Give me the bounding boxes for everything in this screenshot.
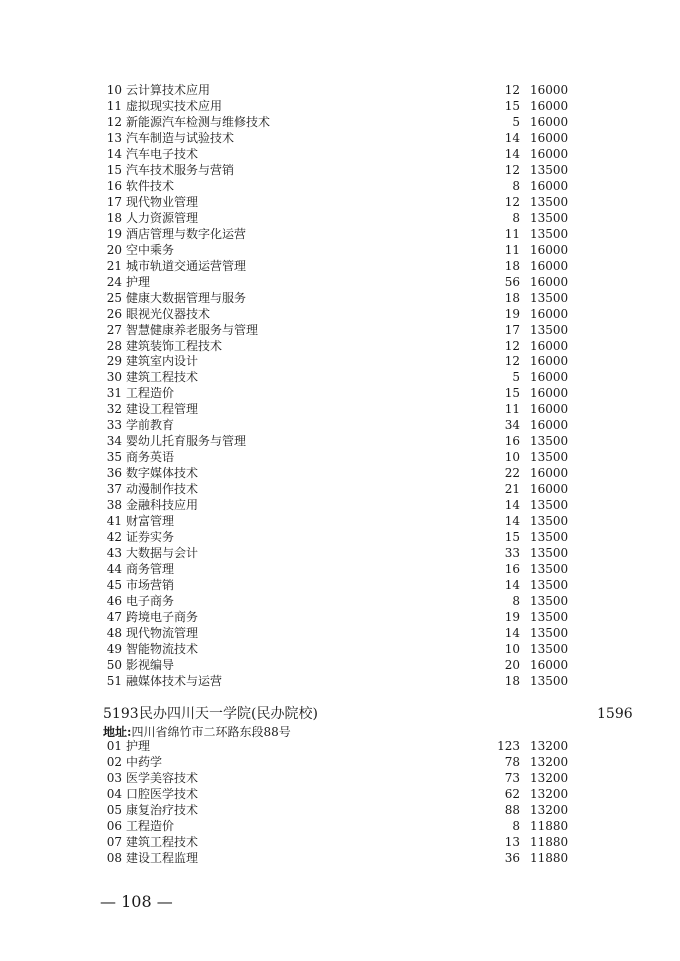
program-count: 14 — [504, 498, 520, 513]
program-count: 8 — [512, 594, 520, 609]
program-fee: 16000 — [530, 386, 569, 401]
program-row — [0, 481, 680, 497]
program-name: 智能物流技术 — [126, 641, 199, 656]
program-count: 14 — [504, 514, 520, 529]
program-name: 建筑工程技术 — [126, 835, 199, 849]
program-row — [0, 417, 680, 433]
program-count: 8 — [512, 210, 520, 225]
program-name: 智慧健康养老服务与管理 — [126, 322, 259, 337]
program-count: 10 — [504, 641, 520, 656]
program-code: 03 — [106, 771, 122, 785]
program-row — [0, 369, 680, 385]
program-count: 36 — [504, 851, 520, 865]
program-row — [0, 322, 680, 338]
program-fee: 11880 — [530, 835, 569, 849]
address-text: 四川省绵竹市二环路东段88号 — [131, 725, 291, 739]
program-name: 新能源汽车检测与维修技术 — [126, 114, 271, 129]
program-name: 人力资源管理 — [126, 210, 199, 225]
page-number: — 108 — — [100, 892, 173, 911]
program-count: 12 — [504, 162, 520, 177]
program-row — [0, 770, 680, 786]
program-fee: 16000 — [530, 482, 569, 497]
program-name: 眼视光仪器技术 — [126, 306, 211, 321]
program-fee: 16000 — [530, 242, 569, 257]
program-fee: 13200 — [530, 755, 569, 769]
program-name: 商务英语 — [126, 450, 175, 465]
program-code: 48 — [106, 625, 122, 640]
program-row — [0, 593, 680, 609]
program-code: 47 — [106, 610, 122, 624]
program-fee: 16000 — [530, 146, 569, 161]
program-row — [0, 162, 680, 178]
program-name: 市场营销 — [126, 578, 175, 593]
program-name: 现代物业管理 — [126, 194, 199, 209]
program-count: 88 — [504, 803, 520, 817]
program-code: 44 — [106, 562, 122, 577]
program-fee: 11880 — [530, 851, 569, 865]
program-count: 17 — [504, 322, 520, 337]
program-code: 11 — [106, 98, 122, 113]
program-fee: 16000 — [530, 418, 569, 433]
program-row — [0, 834, 680, 850]
program-row — [0, 449, 680, 465]
program-code: 21 — [106, 258, 122, 273]
program-name: 工程造价 — [126, 819, 175, 833]
program-fee: 13500 — [530, 546, 569, 561]
program-code: 06 — [106, 819, 122, 833]
program-code: 25 — [106, 290, 122, 305]
program-row — [0, 385, 680, 401]
program-row — [0, 433, 680, 449]
program-name: 金融科技应用 — [126, 498, 199, 513]
program-code: 05 — [106, 803, 122, 817]
program-code: 28 — [106, 338, 122, 353]
program-code: 13 — [106, 130, 122, 145]
program-row — [0, 625, 680, 641]
program-code: 51 — [106, 673, 122, 688]
program-fee: 13200 — [530, 739, 569, 753]
program-name: 口腔医学技术 — [126, 787, 199, 801]
program-code: 43 — [106, 546, 122, 561]
program-count: 14 — [504, 578, 520, 593]
program-fee: 13500 — [530, 562, 569, 577]
program-name: 建筑装饰工程技术 — [126, 338, 223, 353]
program-count: 12 — [504, 83, 520, 97]
program-fee: 16000 — [530, 83, 569, 97]
program-row — [0, 401, 680, 417]
program-row — [0, 353, 680, 369]
program-row — [0, 545, 680, 561]
institution-name: 民办四川天一学院(民办院校) — [139, 706, 318, 722]
program-code: 31 — [106, 386, 122, 401]
program-name: 跨境电子商务 — [126, 610, 199, 624]
program-count: 56 — [504, 274, 520, 289]
program-row — [0, 226, 680, 242]
program-fee: 13500 — [530, 194, 569, 209]
program-count: 13 — [504, 835, 520, 849]
program-count: 62 — [504, 787, 520, 801]
program-count: 18 — [504, 258, 520, 273]
program-code: 20 — [106, 242, 122, 257]
program-count: 19 — [504, 306, 520, 321]
program-count: 34 — [504, 418, 520, 433]
program-row — [0, 754, 680, 770]
program-name: 工程造价 — [126, 386, 175, 401]
program-count: 5 — [512, 370, 520, 385]
program-fee: 16000 — [530, 306, 569, 321]
program-name: 护理 — [126, 274, 151, 289]
program-row — [0, 194, 680, 210]
program-count: 12 — [504, 194, 520, 209]
program-count: 21 — [504, 482, 520, 497]
program-fee: 13500 — [530, 673, 569, 688]
program-fee: 13500 — [530, 578, 569, 593]
program-fee: 13500 — [530, 594, 569, 609]
program-count: 16 — [504, 434, 520, 449]
program-fee: 13500 — [530, 210, 569, 225]
program-row — [0, 818, 680, 834]
program-name: 建设工程监理 — [126, 851, 199, 865]
program-fee: 16000 — [530, 466, 569, 481]
program-fee: 16000 — [530, 338, 569, 353]
address-label: 地址: — [103, 725, 132, 739]
program-row — [0, 338, 680, 354]
program-count: 10 — [504, 450, 520, 465]
program-code: 19 — [106, 226, 122, 241]
program-count: 19 — [504, 610, 520, 624]
program-code: 49 — [106, 641, 122, 656]
program-name: 学前教育 — [126, 418, 175, 433]
program-row — [0, 178, 680, 194]
program-fee: 16000 — [530, 354, 569, 369]
program-name: 融媒体技术与运营 — [126, 673, 223, 688]
program-code: 45 — [106, 578, 122, 593]
program-count: 11 — [504, 402, 520, 417]
program-fee: 16000 — [530, 178, 569, 193]
program-code: 32 — [106, 402, 122, 417]
program-count: 5 — [512, 114, 520, 129]
program-name: 现代物流管理 — [126, 625, 199, 640]
program-fee: 11880 — [530, 819, 569, 833]
program-code: 46 — [106, 594, 122, 609]
program-name: 汽车技术服务与营销 — [126, 162, 235, 177]
program-row — [0, 850, 680, 866]
program-name: 商务管理 — [126, 562, 175, 577]
program-fee: 16000 — [530, 370, 569, 385]
program-name: 健康大数据管理与服务 — [126, 290, 247, 305]
program-name: 康复治疗技术 — [126, 803, 199, 817]
program-count: 14 — [504, 130, 520, 145]
program-code: 18 — [106, 210, 122, 225]
program-code: 42 — [106, 530, 122, 545]
program-count: 18 — [504, 673, 520, 688]
program-name: 影视编导 — [126, 657, 175, 672]
program-name: 数字媒体技术 — [126, 466, 199, 481]
program-name: 证券实务 — [126, 530, 175, 545]
program-row — [0, 609, 680, 625]
program-fee: 13200 — [530, 787, 569, 801]
program-code: 36 — [106, 466, 122, 481]
program-fee: 16000 — [530, 258, 569, 273]
program-code: 02 — [106, 755, 122, 769]
program-name: 城市轨道交通运营管理 — [126, 258, 247, 273]
program-row — [0, 673, 680, 689]
program-row — [0, 657, 680, 673]
program-name: 软件技术 — [126, 178, 175, 193]
program-code: 15 — [106, 162, 122, 177]
program-name: 财富管理 — [126, 514, 175, 529]
program-fee: 13500 — [530, 290, 569, 305]
program-fee: 13500 — [530, 530, 569, 545]
program-name: 电子商务 — [126, 594, 175, 609]
program-code: 37 — [106, 482, 122, 497]
program-count: 18 — [504, 290, 520, 305]
program-row — [0, 82, 680, 98]
program-count: 8 — [512, 819, 520, 833]
program-code: 26 — [106, 306, 122, 321]
program-name: 大数据与会计 — [126, 546, 199, 561]
program-row — [0, 513, 680, 529]
program-row — [0, 465, 680, 481]
program-count: 12 — [504, 354, 520, 369]
program-fee: 16000 — [530, 114, 569, 129]
program-code: 07 — [106, 835, 122, 849]
program-row — [0, 561, 680, 577]
program-fee: 13200 — [530, 771, 569, 785]
institution-header — [103, 704, 663, 724]
program-row — [0, 114, 680, 130]
program-row — [0, 641, 680, 657]
program-row — [0, 738, 680, 754]
program-fee: 13500 — [530, 322, 569, 337]
program-count: 15 — [504, 530, 520, 545]
program-code: 35 — [106, 450, 122, 465]
program-code: 14 — [106, 146, 122, 161]
program-row — [0, 146, 680, 162]
program-row — [0, 130, 680, 146]
program-fee: 16000 — [530, 274, 569, 289]
program-fee: 16000 — [530, 402, 569, 417]
program-fee: 13500 — [530, 450, 569, 465]
program-name: 中药学 — [126, 755, 163, 769]
program-count: 22 — [504, 466, 520, 481]
program-name: 汽车电子技术 — [126, 146, 199, 161]
program-count: 11 — [504, 242, 520, 257]
program-name: 建设工程管理 — [126, 402, 199, 417]
program-name: 动漫制作技术 — [126, 482, 199, 497]
program-fee: 13500 — [530, 226, 569, 241]
program-count: 14 — [504, 625, 520, 640]
program-name: 云计算技术应用 — [126, 83, 211, 97]
program-fee: 13500 — [530, 625, 569, 640]
program-fee: 13500 — [530, 498, 569, 513]
program-name: 空中乘务 — [126, 242, 175, 257]
program-count: 78 — [504, 755, 520, 769]
program-code: 34 — [106, 434, 122, 449]
program-count: 15 — [504, 386, 520, 401]
program-fee: 13500 — [530, 162, 569, 177]
program-fee: 13500 — [530, 610, 569, 624]
program-fee: 13500 — [530, 434, 569, 449]
program-name: 婴幼儿托育服务与管理 — [126, 434, 247, 449]
program-row — [0, 306, 680, 322]
program-row — [0, 274, 680, 290]
program-code: 12 — [106, 114, 122, 129]
program-count: 12 — [504, 338, 520, 353]
program-count: 33 — [504, 546, 520, 561]
program-count: 20 — [504, 657, 520, 672]
program-code: 41 — [106, 514, 122, 529]
program-row — [0, 802, 680, 818]
program-code: 33 — [106, 418, 122, 433]
program-row — [0, 577, 680, 593]
program-code: 30 — [106, 370, 122, 385]
program-code: 10 — [106, 83, 122, 97]
program-count: 16 — [504, 562, 520, 577]
program-fee: 16000 — [530, 657, 569, 672]
program-fee: 13500 — [530, 641, 569, 656]
program-name: 护理 — [126, 739, 151, 753]
program-fee: 16000 — [530, 130, 569, 145]
program-row — [0, 786, 680, 802]
program-code: 24 — [106, 274, 122, 289]
program-code: 16 — [106, 178, 122, 193]
program-name: 汽车制造与试验技术 — [126, 130, 235, 145]
program-fee: 13200 — [530, 803, 569, 817]
program-code: 08 — [106, 851, 122, 865]
program-row — [0, 290, 680, 306]
program-count: 73 — [504, 771, 520, 785]
program-row — [0, 210, 680, 226]
program-count: 11 — [504, 226, 520, 241]
institution-code: 5193 — [103, 706, 139, 722]
program-fee: 16000 — [530, 98, 569, 113]
program-row — [0, 529, 680, 545]
institution-total: 1596 — [597, 706, 633, 722]
program-fee: 13500 — [530, 514, 569, 529]
program-name: 建筑工程技术 — [126, 370, 199, 385]
program-count: 14 — [504, 146, 520, 161]
program-name: 医学美容技术 — [126, 771, 199, 785]
program-code: 04 — [106, 787, 122, 801]
program-count: 123 — [497, 739, 520, 753]
program-row — [0, 98, 680, 114]
program-code: 17 — [106, 194, 122, 209]
program-code: 50 — [106, 657, 122, 672]
program-row — [0, 258, 680, 274]
program-code: 27 — [106, 322, 122, 337]
program-count: 15 — [504, 98, 520, 113]
program-count: 8 — [512, 178, 520, 193]
program-code: 29 — [106, 354, 122, 369]
program-code: 01 — [106, 739, 122, 753]
program-name: 酒店管理与数字化运营 — [126, 226, 247, 241]
program-name: 虚拟现实技术应用 — [126, 98, 223, 113]
program-name: 建筑室内设计 — [126, 354, 199, 369]
program-code: 38 — [106, 498, 122, 513]
program-row — [0, 242, 680, 258]
program-row — [0, 497, 680, 513]
